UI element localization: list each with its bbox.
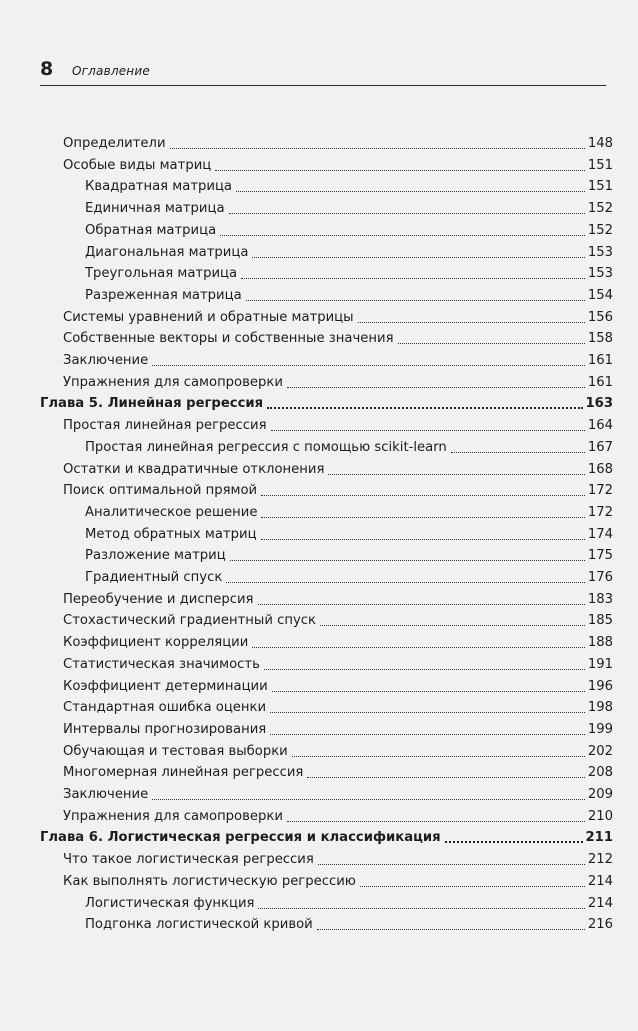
- toc-entry-page-number: 211: [585, 830, 613, 846]
- dot-leader: [215, 170, 585, 171]
- toc-entry-title: Поиск оптимальной прямой: [63, 483, 258, 499]
- toc-entry: [63, 325, 613, 347]
- dot-leader: [258, 908, 585, 909]
- dot-leader: [358, 322, 585, 323]
- toc-entry: [63, 846, 613, 868]
- toc-entry: [85, 911, 613, 933]
- toc-entry: [85, 890, 613, 912]
- toc-entry-title: Разреженная матрица: [85, 287, 242, 303]
- toc-entry-title: Многомерная линейная регрессия: [63, 765, 304, 781]
- toc-entry-page-number: 151: [587, 157, 613, 173]
- dot-leader: [220, 235, 585, 236]
- toc-entry-title: Метод обратных матриц: [85, 526, 257, 542]
- toc-entry-title: Собственные векторы и собственные значения: [63, 331, 394, 347]
- dot-leader: [264, 669, 585, 670]
- toc-entry-title: Определители: [63, 136, 166, 151]
- toc-entry-page-number: 153: [587, 266, 613, 282]
- toc-entry-page-number: 209: [587, 787, 613, 802]
- toc-entry-page-number: 202: [587, 743, 613, 759]
- toc-entry-title: Глава 6. Логистическая регрессия и классификация: [40, 830, 441, 846]
- toc-entry: [85, 195, 613, 217]
- toc-entry-title: Что такое логистическая регрессия: [63, 852, 314, 868]
- toc-entry-page-number: 152: [587, 201, 613, 217]
- dot-leader: [292, 756, 585, 757]
- toc-entry-title: Системы уравнений и обратные матрицы: [63, 309, 354, 325]
- dot-leader: [360, 886, 585, 887]
- dot-leader: [271, 430, 585, 431]
- dot-leader: [261, 495, 585, 496]
- toc-entry-page-number: 214: [587, 895, 613, 911]
- toc-entry: [85, 173, 613, 195]
- dot-leader: [230, 560, 585, 561]
- dot-leader: [451, 452, 585, 453]
- toc-entry-page-number: 176: [587, 570, 613, 585]
- dot-leader: [252, 647, 585, 648]
- toc-entry: [63, 477, 613, 499]
- toc-entry-page-number: 168: [587, 461, 613, 477]
- toc-entry-page-number: 148: [587, 136, 613, 151]
- toc-entry-title: Логистическая функция: [85, 895, 255, 911]
- dot-leader: [317, 929, 585, 930]
- toc-entry-page-number: 161: [587, 353, 613, 368]
- dot-leader: [445, 841, 584, 843]
- toc-entry: [63, 673, 613, 695]
- toc-entry: [63, 130, 613, 152]
- toc-entry-page-number: 164: [587, 418, 613, 434]
- toc-entry-title: Остатки и квадратичные отклонения: [63, 461, 325, 477]
- toc-entry-title: Коэффициент корреляции: [63, 635, 249, 651]
- toc-entry-title: Простая линейная регрессия с помощью scikit-learn: [85, 439, 447, 455]
- toc-entry-page-number: 208: [587, 765, 613, 781]
- toc-entry-title: Разложение матриц: [85, 548, 226, 564]
- toc-entry-page-number: 151: [587, 179, 613, 195]
- toc-entry-title: Переобучение и дисперсия: [63, 591, 254, 607]
- toc-entry-title: Упражнения для самопроверки: [63, 808, 283, 824]
- dot-leader: [270, 712, 585, 713]
- dot-leader: [152, 365, 585, 366]
- toc-entry-page-number: 172: [587, 483, 613, 499]
- toc-entry-title: Простая линейная регрессия: [63, 418, 267, 434]
- toc-entry-title: Интервалы прогнозирования: [63, 721, 267, 737]
- toc-entry-title: Треугольная матрица: [85, 266, 238, 282]
- dot-leader: [226, 582, 585, 583]
- toc-entry-title: Обучающая и тестовая выборки: [63, 743, 288, 759]
- dot-leader: [398, 343, 585, 344]
- toc-entry: [63, 152, 613, 174]
- toc-entry-page-number: 152: [587, 222, 613, 238]
- page-number: 8: [40, 58, 54, 80]
- toc-entry-page-number: 161: [587, 374, 613, 390]
- toc-entry-page-number: 158: [587, 331, 613, 347]
- toc-entry-title: Обратная матрица: [85, 222, 217, 238]
- toc-entry-page-number: 214: [587, 873, 613, 889]
- toc-entry: [85, 239, 613, 261]
- toc-entry: [85, 217, 613, 239]
- dot-leader: [287, 821, 585, 822]
- toc-entry: [85, 434, 613, 456]
- toc-entry-title: Квадратная матрица: [85, 179, 233, 195]
- toc-entry-title: Стохастический градиентный спуск: [63, 613, 316, 629]
- toc-entry-page-number: 174: [587, 526, 613, 542]
- dot-leader: [318, 864, 585, 865]
- toc-entry: [63, 759, 613, 781]
- running-header-title: Оглавление: [72, 64, 150, 78]
- dot-leader: [258, 604, 586, 605]
- dot-leader: [267, 407, 583, 409]
- toc-entry: [63, 781, 613, 803]
- toc-entry-page-number: 210: [587, 808, 613, 824]
- dot-leader: [229, 213, 585, 214]
- toc-entry-page-number: 188: [587, 635, 613, 651]
- toc-entry: [63, 456, 613, 478]
- toc-entry: [85, 564, 613, 586]
- toc-entry-title: Стандартная ошибка оценки: [63, 700, 267, 716]
- toc-entry-page-number: 153: [587, 244, 613, 260]
- dot-leader: [328, 474, 585, 475]
- running-header: [40, 55, 606, 86]
- dot-leader: [170, 148, 585, 149]
- toc-entry: [63, 694, 613, 716]
- toc-entry-page-number: 183: [587, 591, 613, 607]
- toc-entry: [85, 260, 613, 282]
- dot-leader: [272, 691, 585, 692]
- toc-entry: [85, 282, 613, 304]
- toc-entry-title: Как выполнять логистическую регрессию: [63, 873, 356, 889]
- toc-entry-title: Упражнения для самопроверки: [63, 374, 283, 390]
- toc-entry: [63, 716, 613, 738]
- toc-chapter-entry: [40, 824, 613, 846]
- toc-entry-page-number: 185: [587, 613, 613, 629]
- dot-leader: [241, 278, 585, 279]
- toc-entry-title: Глава 5. Линейная регрессия: [40, 396, 264, 412]
- dot-leader: [246, 300, 585, 301]
- toc-entry: [63, 803, 613, 825]
- toc-entry-page-number: 163: [585, 396, 613, 412]
- dot-leader: [270, 734, 585, 735]
- toc-entry-title: Коэффициент детерминации: [63, 678, 268, 694]
- toc-entry-title: Подгонка логистической кривой: [85, 917, 313, 933]
- toc-entry: [63, 868, 613, 890]
- dot-leader: [252, 257, 585, 258]
- toc-entry: [63, 651, 613, 673]
- dot-leader: [152, 799, 585, 800]
- toc-entry: [63, 369, 613, 391]
- dot-leader: [261, 517, 585, 518]
- toc-entry-page-number: 154: [587, 287, 613, 303]
- toc-entry-title: Аналитическое решение: [85, 504, 258, 520]
- dot-leader: [287, 387, 585, 388]
- toc-entry-page-number: 191: [587, 656, 613, 672]
- toc-entry: [63, 738, 613, 760]
- toc-entry-title: Диагональная матрица: [85, 244, 249, 260]
- toc-entry: [63, 347, 613, 369]
- toc-entry-title: Статистическая значимость: [63, 656, 260, 672]
- toc-entry-title: Градиентный спуск: [85, 570, 223, 585]
- toc-entry-page-number: 199: [587, 721, 613, 737]
- toc-entry: [85, 542, 613, 564]
- toc-entry-page-number: 198: [587, 700, 613, 716]
- toc-entry: [63, 629, 613, 651]
- toc-entry-page-number: 196: [587, 678, 613, 694]
- toc-entry: [85, 521, 613, 543]
- toc-entry: [63, 607, 613, 629]
- dot-leader: [236, 191, 585, 192]
- toc-entry-page-number: 167: [587, 439, 613, 455]
- toc-entry-page-number: 216: [587, 917, 613, 933]
- dot-leader: [261, 539, 585, 540]
- toc-entry-page-number: 172: [587, 504, 613, 520]
- toc-entry-page-number: 156: [587, 309, 613, 325]
- toc-entry-title: Особые виды матриц: [63, 157, 212, 173]
- toc-entry-title: Заключение: [63, 353, 149, 368]
- toc-entry: [63, 412, 613, 434]
- toc-entry: [85, 499, 613, 521]
- toc-entry: [63, 586, 613, 608]
- toc-entry-title: Единичная матрица: [85, 201, 225, 217]
- toc-chapter-entry: [40, 390, 613, 412]
- dot-leader: [320, 625, 585, 626]
- toc-entry-page-number: 212: [587, 852, 613, 868]
- toc-entry: [63, 304, 613, 326]
- toc-entry-page-number: 175: [587, 548, 613, 564]
- dot-leader: [307, 777, 585, 778]
- toc-entry-title: Заключение: [63, 787, 149, 802]
